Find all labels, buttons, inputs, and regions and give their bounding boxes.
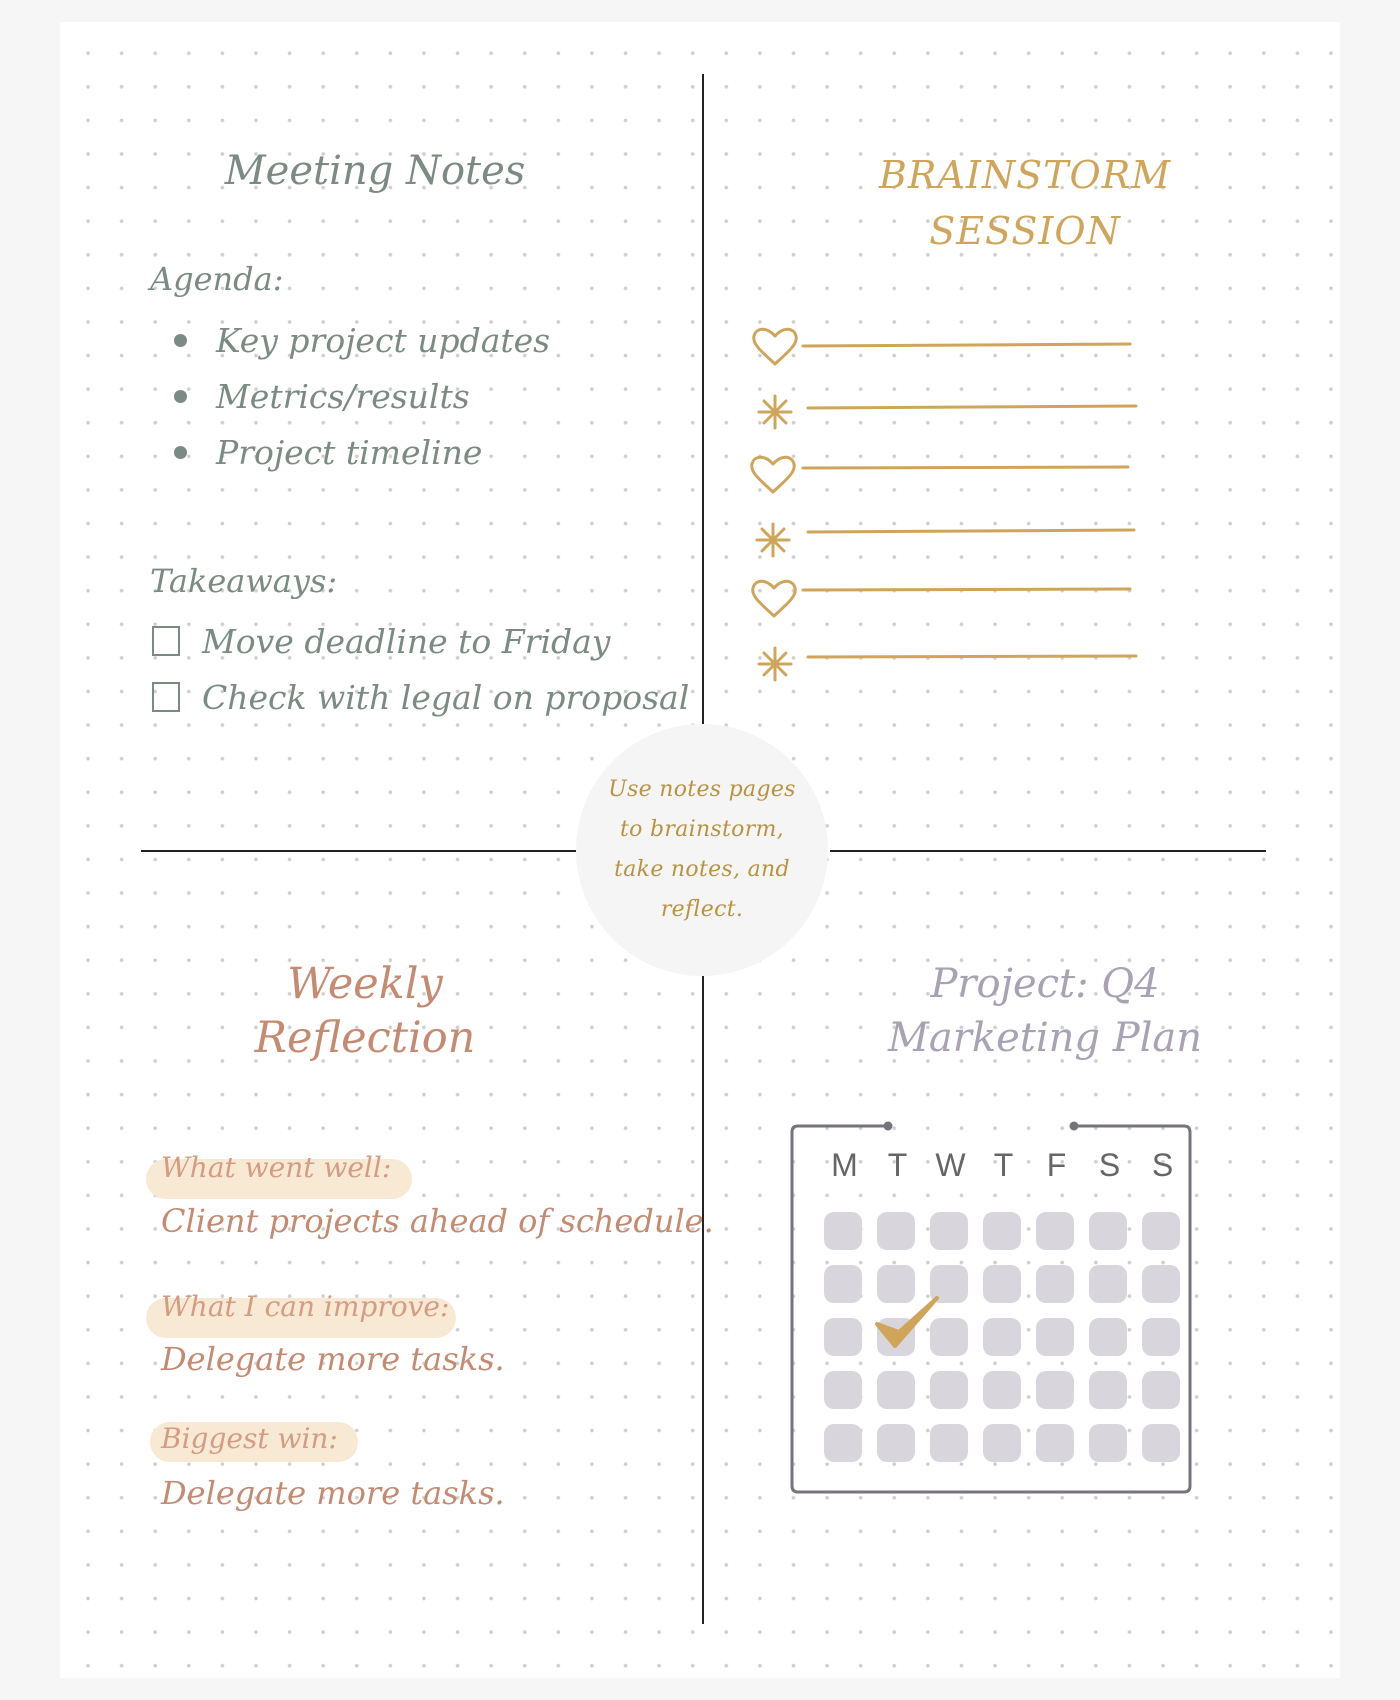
takeaways-label: Takeaways: bbox=[150, 562, 338, 600]
reflection-value: Client projects ahead of schedule. bbox=[161, 1202, 714, 1240]
agenda-label: Agenda: bbox=[150, 260, 284, 298]
weekly-reflection-title: Weekly Reflection bbox=[254, 959, 476, 1063]
takeaway-text: Check with legal on proposal bbox=[202, 677, 690, 717]
weekday-label: S bbox=[1151, 1147, 1174, 1183]
takeaway-item bbox=[152, 669, 689, 725]
bullet-icon bbox=[174, 446, 187, 459]
calendar-day-cell[interactable] bbox=[824, 1371, 862, 1409]
calendar-day-cell[interactable] bbox=[824, 1212, 862, 1250]
notes-page bbox=[60, 22, 1340, 1678]
calendar-day-cell[interactable] bbox=[983, 1212, 1021, 1250]
agenda-item-text: Key project updates bbox=[216, 320, 551, 360]
reflection-label: Biggest win: bbox=[161, 1422, 338, 1455]
calendar-day-cell[interactable] bbox=[983, 1265, 1021, 1303]
calendar-day-cell[interactable] bbox=[824, 1265, 862, 1303]
calendar-day-cell[interactable] bbox=[824, 1318, 862, 1356]
agenda-item bbox=[174, 368, 550, 424]
asterisk-icon bbox=[759, 648, 791, 680]
calendar-ring-icon bbox=[884, 1122, 893, 1131]
takeaways-list bbox=[152, 613, 689, 725]
brainstorm-line bbox=[808, 530, 1134, 532]
brainstorm-line bbox=[803, 467, 1128, 468]
agenda-item-text: Project timeline bbox=[216, 432, 483, 472]
calendar-day-cell[interactable] bbox=[1142, 1265, 1180, 1303]
checkbox[interactable] bbox=[152, 626, 180, 656]
weekday-label: F bbox=[1046, 1147, 1067, 1183]
calendar-ring-icon bbox=[1070, 1122, 1079, 1131]
calendar-day-cell[interactable] bbox=[1142, 1318, 1180, 1356]
calendar-day-cell[interactable] bbox=[824, 1424, 862, 1462]
reflection-label: What went well: bbox=[161, 1151, 392, 1184]
calendar-day-cell[interactable] bbox=[930, 1371, 968, 1409]
calendar-day-cell[interactable] bbox=[1142, 1424, 1180, 1462]
horizontal-divider-left bbox=[141, 850, 646, 852]
center-note-text: Use notes pages to brainstorm, take notes, and reflect. bbox=[608, 777, 796, 922]
calendar-day-cell[interactable] bbox=[1036, 1212, 1074, 1250]
reflection-value: Delegate more tasks. bbox=[161, 1474, 505, 1512]
calendar-day-cell[interactable] bbox=[1036, 1318, 1074, 1356]
weekday-label: S bbox=[1098, 1147, 1121, 1183]
check-icon bbox=[871, 1290, 941, 1352]
center-note-circle bbox=[576, 724, 828, 976]
asterisk-icon bbox=[757, 524, 789, 556]
takeaway-item bbox=[152, 613, 689, 669]
reflection-label: What I can improve: bbox=[161, 1290, 450, 1323]
heart-icon bbox=[754, 329, 797, 364]
bullet-icon bbox=[174, 334, 187, 347]
meeting-notes-title: Meeting Notes bbox=[224, 148, 526, 194]
bullet-icon bbox=[174, 390, 187, 403]
brainstorm-lines bbox=[740, 312, 1160, 682]
calendar-day-cell[interactable] bbox=[930, 1424, 968, 1462]
takeaway-text: Move deadline to Friday bbox=[202, 621, 611, 661]
checkbox[interactable] bbox=[152, 682, 180, 712]
calendar-day-cell[interactable] bbox=[983, 1424, 1021, 1462]
agenda-item-text: Metrics/results bbox=[216, 376, 470, 416]
calendar-day-cell[interactable] bbox=[1036, 1371, 1074, 1409]
project-title: Project: Q4 Marketing Plan bbox=[887, 961, 1203, 1061]
horizontal-divider-right bbox=[830, 850, 1266, 852]
calendar-day-cell[interactable] bbox=[930, 1212, 968, 1250]
weekday-label: M bbox=[831, 1147, 858, 1183]
weekday-label: W bbox=[935, 1147, 966, 1183]
agenda-item bbox=[174, 312, 550, 368]
reflection-value: Delegate more tasks. bbox=[161, 1340, 505, 1378]
asterisk-icon bbox=[759, 396, 791, 428]
calendar-day-cell[interactable] bbox=[1142, 1212, 1180, 1250]
calendar-day-cell[interactable] bbox=[877, 1212, 915, 1250]
brainstorm-line bbox=[803, 589, 1130, 590]
calendar-day-cell[interactable] bbox=[1089, 1424, 1127, 1462]
weekday-label: T bbox=[993, 1147, 1014, 1183]
brainstorm-title: BRAINSTORM SESSION bbox=[878, 153, 1172, 253]
calendar-day-cell[interactable] bbox=[877, 1371, 915, 1409]
calendar-day-cell[interactable] bbox=[877, 1424, 915, 1462]
calendar-day-cell[interactable] bbox=[1089, 1212, 1127, 1250]
agenda-item bbox=[174, 424, 550, 480]
calendar-weekdays bbox=[818, 1147, 1189, 1184]
brainstorm-line bbox=[808, 406, 1136, 408]
brainstorm-line bbox=[808, 656, 1136, 657]
brainstorm-line bbox=[803, 344, 1130, 346]
calendar-day-cell[interactable] bbox=[1036, 1424, 1074, 1462]
calendar-day-cell[interactable] bbox=[1089, 1371, 1127, 1409]
heart-icon bbox=[752, 457, 795, 492]
calendar-day-cell[interactable] bbox=[1089, 1318, 1127, 1356]
heart-icon bbox=[753, 581, 796, 616]
agenda-list bbox=[174, 312, 550, 480]
calendar-day-cell[interactable] bbox=[1036, 1265, 1074, 1303]
calendar-day-cell[interactable] bbox=[1142, 1371, 1180, 1409]
calendar-day-cell[interactable] bbox=[983, 1371, 1021, 1409]
weekday-label: T bbox=[887, 1147, 908, 1183]
calendar-day-cell[interactable] bbox=[1089, 1265, 1127, 1303]
calendar-day-cell[interactable] bbox=[983, 1318, 1021, 1356]
